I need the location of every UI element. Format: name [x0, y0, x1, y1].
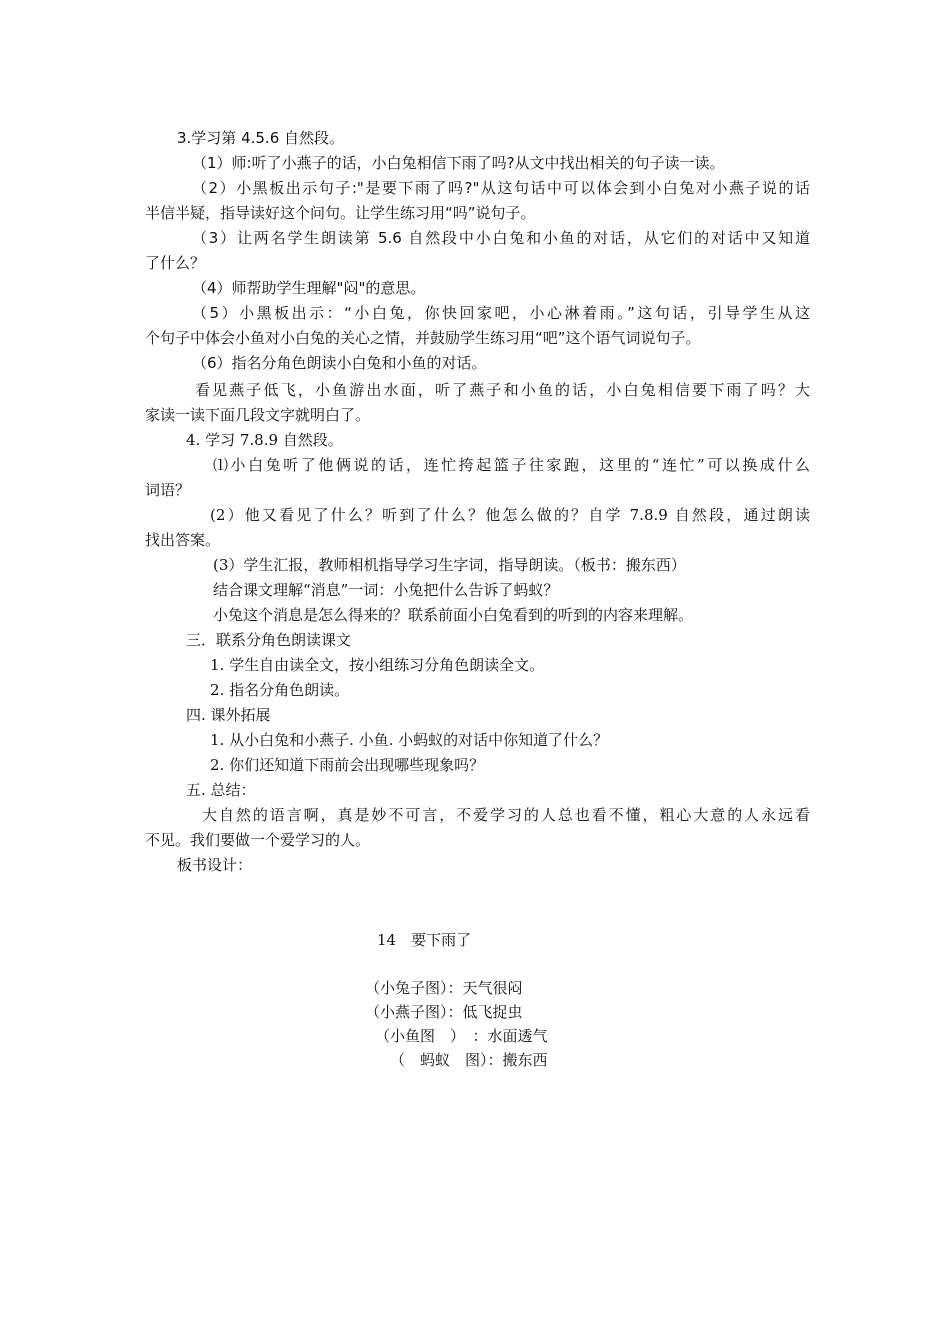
paragraph-line: （4）师帮助学生理解"闷"的意思。 [192, 279, 426, 297]
list-item: 1. 学生自由读全文，按小组练习分角色朗读全文。 [210, 656, 545, 674]
paragraph-line: 词语？ [145, 481, 191, 499]
paragraph-line: (2）他又看见了什么？听到了什么？他怎么做的？自学 7.8.9 自然段，通过朗读 [210, 506, 810, 524]
board-title: 14 要下雨了 [377, 931, 472, 949]
section-heading: 4. 学习 7.8.9 自然段。 [186, 431, 343, 449]
board-row: （ 蚂蚁 图）：搬东西 [390, 1051, 548, 1069]
list-item: 2. 指名分角色朗读。 [210, 681, 350, 699]
list-item: 2. 你们还知道下雨前会出现哪些现象吗？ [210, 756, 485, 774]
paragraph-line: ⑴小白兔听了他俩说的话，连忙挎起篮子往家跑，这里的“连忙”可以换成什么 [213, 456, 810, 474]
paragraph-line: 不见。我们要做一个爱学习的人。 [145, 831, 371, 849]
paragraph-line: （6）指名分角色朗读小白兔和小鱼的对话。 [192, 354, 487, 372]
paragraph-line: （2）小黑板出示句子:"是要下雨了吗?"从这句话中可以体会到小白兔对小燕子说的话 [192, 179, 810, 197]
paragraph-line: 大自然的语言啊，真是妙不可言，不爱学习的人总也看不懂，粗心大意的人永远看 [202, 806, 810, 824]
paragraph-line: 家读一读下面几段文字就明白了。 [145, 406, 371, 424]
paragraph-line: 看见燕子低飞，小鱼游出水面，听了燕子和小鱼的话，小白兔相信要下雨了吗？大 [195, 381, 810, 399]
paragraph-line: （5）小黑板出示：“小白兔，你快回家吧，小心淋着雨。”这句话，引导学生从这 [192, 304, 810, 322]
board-row: （小兔子图）：天气很闷 [365, 979, 523, 997]
paragraph-line: 个句子中体会小鱼对小白兔的关心之情，并鼓励学生练习用“吧”这个语气词说句子。 [145, 329, 701, 347]
paragraph-line: (3）学生汇报，教师相机指导学习生字词，指导朗读。（板书：搬东西） [213, 556, 686, 574]
section-heading: 板书设计： [177, 856, 253, 874]
list-item: 1. 从小白兔和小燕子. 小鱼. 小蚂蚁的对话中你知道了什么？ [210, 731, 609, 749]
board-row: （小燕子图）：低飞捉虫 [365, 1003, 523, 1021]
section-heading: 五. 总结： [186, 781, 256, 799]
paragraph-line: （1）师:听了小燕子的话，小白兔相信下雨了吗?从文中找出相关的句子读一读。 [192, 154, 725, 172]
paragraph-line: 半信半疑，指导读好这个问句。让学生练习用“吗”说句子。 [145, 204, 536, 222]
paragraph-line: （3）让两名学生朗读第 5.6 自然段中小白兔和小鱼的对话，从它们的对话中又知道 [192, 229, 810, 247]
section-heading: 四. 课外拓展 [186, 706, 271, 724]
section-heading: 三．联系分角色朗读课文 [186, 631, 352, 649]
section-heading: 3.学习第 4.5.6 自然段。 [177, 129, 345, 147]
paragraph-line: 找出答案。 [145, 531, 221, 549]
paragraph-line: 结合课文理解“消息”一词：小兔把什么告诉了蚂蚁？ [213, 581, 559, 599]
board-row: （小鱼图 ） ：水面透气 [375, 1027, 548, 1045]
paragraph-line: 了什么？ [145, 254, 206, 272]
paragraph-line: 小兔这个消息是怎么得来的？联系前面小白兔看到的听到的内容来理解。 [213, 606, 694, 624]
